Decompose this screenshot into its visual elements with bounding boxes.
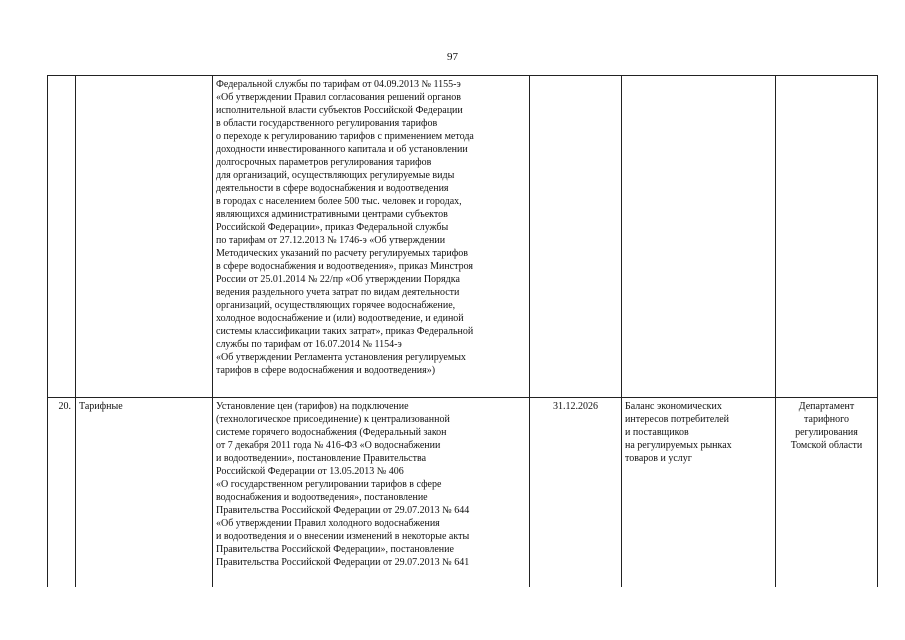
table-row bbox=[48, 76, 878, 398]
responsible-cell bbox=[776, 76, 878, 398]
measure-description-cell: Установление цен (тарифов) на подключение (технологическое присоединение) к централизованной системе горячего водоснабжения (Федеральный закон от 7 декабря 2011 года № 416-ФЗ «О водоснабжении и водоотведении», постановление Правительства Российской Федерации от 13.05.2013 № 406 «О государственном регулировании тарифов в сфере водоснабжения и водоотведения», постановление Правительства Российской Федерации от 29.07.2013 № 644 «Об утверждении Правил холодного водоснабжения и водоотведения и о внесении изменений в некоторые акты Правительства Российской Федерации», постановление Правительства Российской Федерации от 29.07.2013 № 641 bbox=[213, 398, 530, 588]
measures-table bbox=[47, 75, 878, 587]
table-row bbox=[48, 398, 878, 588]
goal-cell: Баланс экономических интересов потребителей и поставщиков на регулируемых рынках товаров и услуг bbox=[622, 398, 776, 588]
goal-cell bbox=[622, 76, 776, 398]
row-number-cell bbox=[48, 76, 76, 398]
row-number-cell: 20. bbox=[48, 398, 76, 588]
deadline-cell bbox=[530, 76, 622, 398]
measure-type-cell: Тарифные bbox=[76, 398, 213, 588]
page-number: 97 bbox=[447, 51, 458, 63]
measure-description-cell: Федеральной службы по тарифам от 04.09.2013 № 1155-э «Об утверждении Правил согласования решений органов исполнительной власти субъектов Российской Федерации в области государственного регулирования тарифов о переходе к регулированию тарифов с применением метода доходности инвестированного капитала и об установлении долгосрочных параметров регулирования тарифов для организаций, осуществляющих регулируемые виды деятельности в сфере водоснабжения и водоотведения в городах с населением более 500 тыс. человек и городах, являющихся административными центрами субъектов Российской Федерации», приказ Федеральной службы по тарифам от 27.12.2013 № 1746-э «Об утверждении Методических указаний по расчету регулируемых тарифов в сфере водоснабжения и водоотведения», приказ Минстроя России от 25.01.2014 № 22/пр «Об утверждении Порядка ведения раздельного учета затрат по видам деятельности организаций, осуществляющих горячее водоснабжение, холодное водоснабжение и (или) водоотведение, и единой системы классификации таких затрат», приказ Федеральной службы по тарифам от 16.07.2014 № 1154-э «Об утверждении Регламента установления регулируемых тарифов в сфере водоснабжения и водоотведения») bbox=[213, 76, 530, 398]
responsible-cell: Департамент тарифного регулирования Томской области bbox=[776, 398, 878, 588]
measure-type-cell bbox=[76, 76, 213, 398]
deadline-cell: 31.12.2026 bbox=[530, 398, 622, 588]
